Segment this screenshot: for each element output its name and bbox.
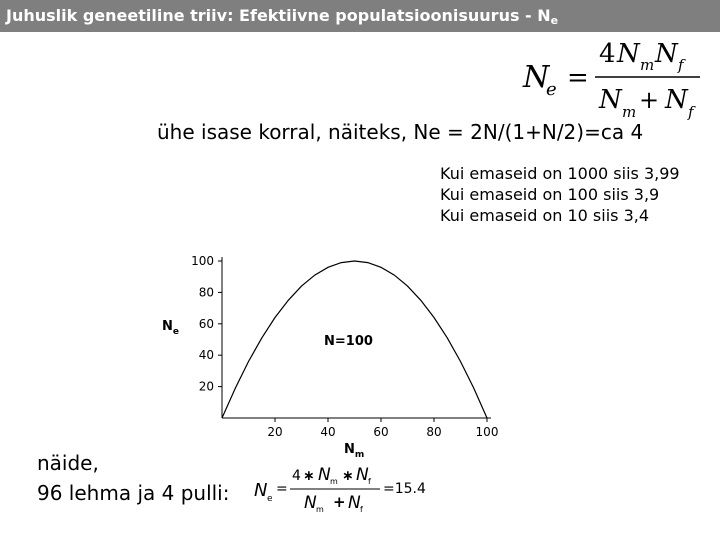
x-axis-label-main: N xyxy=(344,442,355,457)
ex-den1-sub: m xyxy=(316,505,324,514)
single-male-example: ühe isase korral, näiteks, Ne = 2N/(1+N/2)=ca 4 xyxy=(157,120,644,144)
female-count-notes xyxy=(440,163,680,226)
ex-n1: N xyxy=(318,465,331,485)
y-tick-label: 80 xyxy=(198,285,214,300)
y-axis-label-sub: e xyxy=(172,327,179,337)
formula-num-n1: N xyxy=(617,39,640,69)
ex-lhs: N xyxy=(254,480,268,501)
ex-result: =15.4 xyxy=(383,481,426,497)
formula-den-n1-sub: m xyxy=(622,103,637,121)
y-tick-label: 100 xyxy=(191,254,214,268)
x-tick-label: 100 xyxy=(475,425,499,439)
example-formula xyxy=(248,460,438,520)
formula-num-n2-sub: f xyxy=(678,56,684,74)
formula-num-n2: N xyxy=(655,39,678,69)
ex-den2-sub: f xyxy=(360,505,363,514)
y-tick-label: 20 xyxy=(198,379,214,394)
slide-title-text: Juhuslik geneetiline triiv: Efektiivne populatsioonisuurus - N xyxy=(6,6,551,25)
effective-population-formula xyxy=(515,32,715,122)
x-tick-label: 60 xyxy=(373,425,389,439)
note-line: Kui emaseid on 100 siis 3,9 xyxy=(440,185,660,204)
ex-den2: N xyxy=(348,493,361,513)
ex-n1-sub: m xyxy=(330,477,338,486)
example-herd-description: 96 lehma ja 4 pulli: xyxy=(37,481,230,505)
ex-lhs-sub: e xyxy=(267,494,273,504)
formula-eq: = xyxy=(567,63,589,93)
slide-title xyxy=(0,0,720,32)
y-tick-label: 40 xyxy=(198,348,214,363)
y-tick-label: 60 xyxy=(198,316,214,331)
ex-n2: N xyxy=(356,465,369,485)
ex-den1: N xyxy=(304,493,317,513)
ne-vs-nm-chart xyxy=(150,245,510,460)
ex-plus: + xyxy=(333,493,346,511)
ex-n2-sub: f xyxy=(368,477,371,486)
y-axis-label xyxy=(162,319,179,337)
note-line: Kui emaseid on 10 siis 3,4 xyxy=(440,206,650,225)
ex-eq: = xyxy=(276,481,288,497)
ex-star2: ∗ xyxy=(342,468,354,484)
example-text xyxy=(37,448,229,508)
note-line: Kui emaseid on 1000 siis 3,99 xyxy=(440,164,680,183)
formula-plus: + xyxy=(639,86,660,114)
x-axis-label xyxy=(344,442,364,460)
x-tick-label: 40 xyxy=(320,425,336,439)
x-tick-label: 80 xyxy=(426,425,442,439)
x-tick-label: 20 xyxy=(267,425,283,439)
formula-den-n1: N xyxy=(599,85,622,115)
formula-lhs: N xyxy=(523,60,550,95)
formula-lhs-sub: e xyxy=(546,79,557,100)
example-label: näide, xyxy=(37,451,99,475)
formula-den-n2: N xyxy=(665,85,688,115)
y-axis-label-main: N xyxy=(162,319,173,334)
chart-annotation: N=100 xyxy=(324,334,373,349)
ex-num: 4 xyxy=(292,468,301,484)
ex-star1: ∗ xyxy=(303,468,315,484)
formula-den-n2-sub: f xyxy=(688,103,694,121)
formula-num-n1-sub: m xyxy=(640,56,655,74)
x-axis-label-sub: m xyxy=(354,450,365,460)
formula-num-coef: 4 xyxy=(599,39,616,69)
slide-title-subscript: e xyxy=(550,14,559,27)
